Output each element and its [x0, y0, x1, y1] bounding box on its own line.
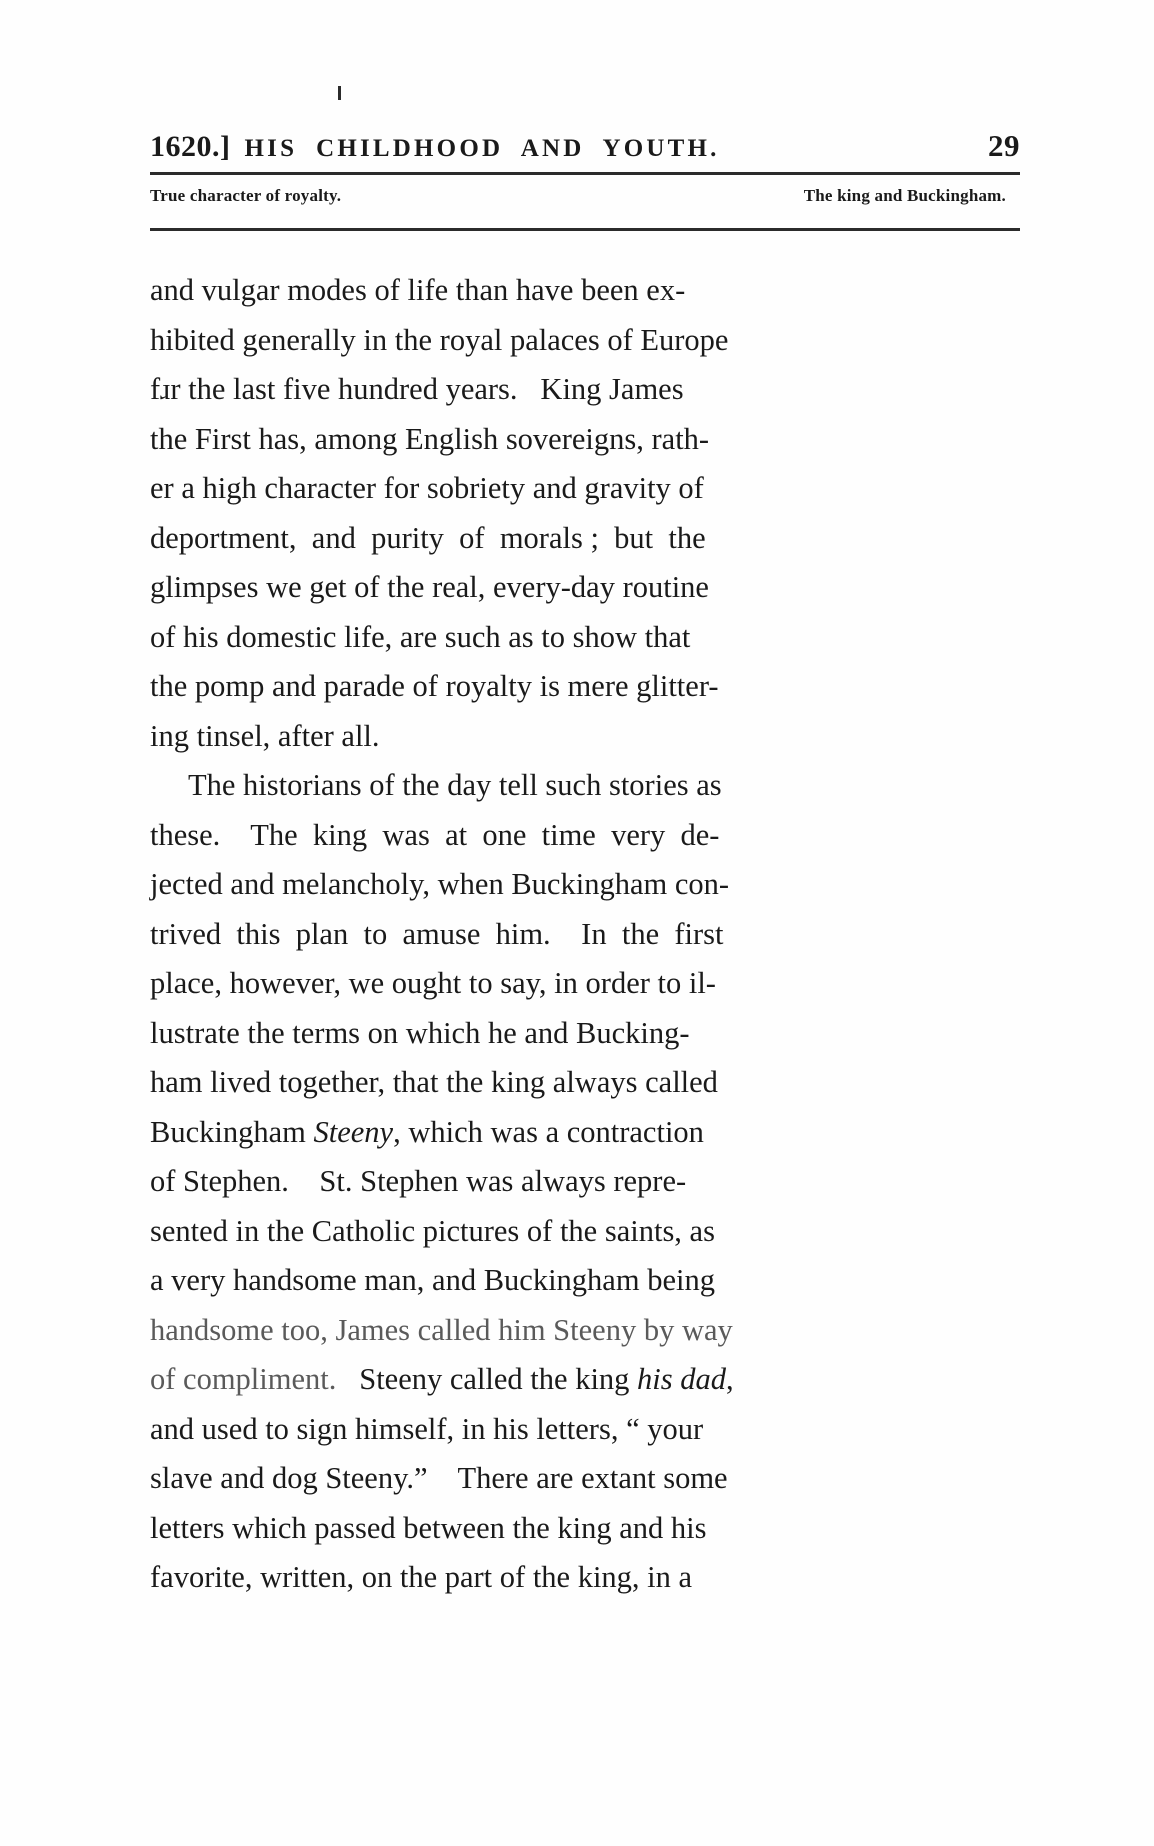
running-head-left — [150, 130, 720, 164]
text-line: trived this plan to amuse him. In the first — [150, 916, 724, 951]
page-title: HIS CHILDHOOD AND YOUTH. — [244, 135, 720, 162]
side-headings — [150, 186, 1020, 206]
text-line: jected and melancholy, when Buckingham con- — [150, 867, 730, 901]
body-text — [150, 266, 1022, 1603]
text-line: er a high character for sobriety and gravity of — [150, 471, 704, 505]
text-segment: Buckingham — [150, 1114, 314, 1149]
text-segment: Steeny called the king — [359, 1362, 638, 1396]
italic-word: Steeny — [313, 1114, 394, 1149]
text-line: hibited generally in the royal palaces of Europe — [150, 322, 729, 357]
text-line: slave and dog Steeny.” There are extant some — [150, 1461, 728, 1495]
text-line: favorite, written, on the part of the king, in a — [150, 1560, 693, 1594]
text-segment: of compliment. — [150, 1362, 360, 1396]
text-line: the First has, among English sovereigns, rath- — [150, 421, 710, 456]
text-line: handsome too, James called him Steeny by way — [150, 1312, 733, 1347]
text-segment: , — [726, 1362, 734, 1396]
text-line: fɹr the last five hundred years. King James — [150, 372, 684, 406]
page-trim-mark — [338, 86, 341, 100]
page-number: 29 — [988, 128, 1020, 163]
text-line: letters which passed between the king and his — [150, 1510, 707, 1545]
text-line: sented in the Catholic pictures of the saints, as — [150, 1213, 715, 1248]
italic-word: his dad — [637, 1362, 727, 1396]
page-year: 1620.] — [150, 130, 231, 163]
text-line: deportment, and purity of morals ; but the — [150, 520, 706, 555]
text-line: of Stephen. St. Stephen was always repre- — [150, 1164, 687, 1198]
text-line-with-italic — [150, 1355, 1022, 1405]
text-line: and used to sign himself, in his letters, “ your — [150, 1411, 704, 1446]
text-line: The historians of the day tell such stories as — [188, 768, 722, 802]
text-line: place, however, we ought to say, in order to il- — [150, 966, 716, 1000]
sidehead-left: True character of royalty. — [150, 186, 342, 205]
text-segment: , which was a contraction — [393, 1114, 704, 1149]
text-line: of his domestic life, are such as to show that — [150, 619, 691, 654]
text-line: ing tinsel, after all. — [150, 718, 380, 753]
text-line-with-italic — [150, 1108, 1022, 1158]
header-rule-bottom — [150, 228, 1020, 231]
text-line: and vulgar modes of life than have been ex- — [150, 273, 686, 307]
header-rule-top — [150, 172, 1020, 175]
running-head — [150, 128, 1020, 164]
text-line: these. The king was at one time very de- — [150, 817, 720, 852]
text-line: glimpses we get of the real, every-day routine — [150, 570, 709, 604]
text-line: lustrate the terms on which he and Bucking- — [150, 1015, 690, 1050]
text-line: ham lived together, that the king always called — [150, 1065, 718, 1099]
text-line: the pomp and parade of royalty is mere glitter- — [150, 669, 719, 703]
sidehead-right: The king and Buckingham. — [803, 186, 1006, 205]
text-line: a very handsome man, and Buckingham being — [150, 1263, 715, 1297]
